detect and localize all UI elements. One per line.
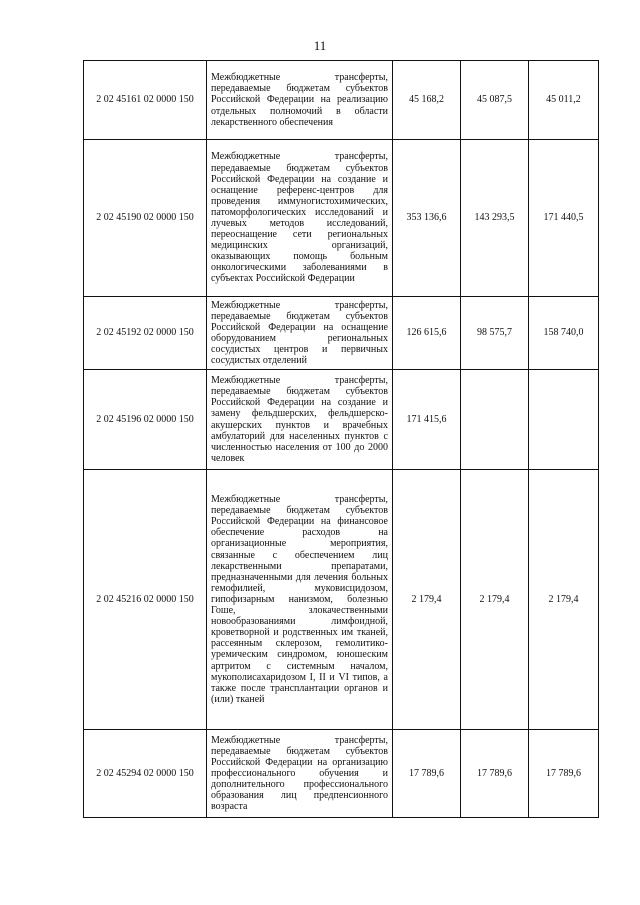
amount-year-1: 353 136,6	[393, 140, 461, 297]
amount-year-2: 2 179,4	[461, 470, 529, 730]
amount-year-2: 98 575,7	[461, 297, 529, 370]
table-row	[84, 297, 599, 370]
classification-code: 2 02 45196 02 0000 150	[84, 370, 207, 470]
transfer-description: Межбюджетные трансферты, передаваемые бюджетам субъектов Российской Федерации на реализацию отдельных полномочий в области лекарственного обеспечения	[207, 61, 393, 140]
amount-year-3: 2 179,4	[529, 470, 599, 730]
amount-year-1: 126 615,6	[393, 297, 461, 370]
classification-code: 2 02 45294 02 0000 150	[84, 730, 207, 818]
classification-code: 2 02 45192 02 0000 150	[84, 297, 207, 370]
transfer-description: Межбюджетные трансферты, передаваемые бюджетам субъектов Российской Федерации на оснащение оборудованием региональных сосудистых центров и первичных сосудистых отделений	[207, 297, 393, 370]
amount-year-3: 45 011,2	[529, 61, 599, 140]
amount-year-1: 17 789,6	[393, 730, 461, 818]
transfer-description: Межбюджетные трансферты, передаваемые бюджетам субъектов Российской Федерации на создание и оснащение референс-центров для проведения иммуногистохимических, патоморфологических исследований и лучевых методов исследований, переоснащение сети региональных медицинских организаций, оказывающих помощь больным онкологическими заболеваниями в субъектах Российской Федерации	[207, 140, 393, 297]
page-number: 11	[313, 38, 327, 53]
amount-year-2: 143 293,5	[461, 140, 529, 297]
amount-year-3: 17 789,6	[529, 730, 599, 818]
amount-year-1: 2 179,4	[393, 470, 461, 730]
amount-year-2	[461, 370, 529, 470]
amount-year-2: 17 789,6	[461, 730, 529, 818]
table-row	[84, 140, 599, 297]
transfer-description: Межбюджетные трансферты, передаваемые бюджетам субъектов Российской Федерации на организацию профессионального обучения и дополнительного профессионального образования лиц предпенсионного возраста	[207, 730, 393, 818]
amount-year-2: 45 087,5	[461, 61, 529, 140]
classification-code: 2 02 45161 02 0000 150	[84, 61, 207, 140]
table-row	[84, 730, 599, 818]
classification-code: 2 02 45216 02 0000 150	[84, 470, 207, 730]
classification-code: 2 02 45190 02 0000 150	[84, 140, 207, 297]
transfer-description: Межбюджетные трансферты, передаваемые бюджетам субъектов Российской Федерации на создание и замену фельдшерских, фельдшерско-акушерских пунктов и врачебных амбулаторий для населенных пунктов с численностью населения от 100 до 2000 человек	[207, 370, 393, 470]
table-row	[84, 470, 599, 730]
transfer-description: Межбюджетные трансферты, передаваемые бюджетам субъектов Российской Федерации на финансовое обеспечение расходов на организационные мероприятия, связанные с обеспечением лиц лекарственными препаратами, предназначенными для лечения больных гемофилией, муковисцидозом, гипофизарным нанизмом, болезнью Гоше, злокачественными новообразованиями лимфоидной, кроветворной и родственных им тканей, рассеянным склерозом, гемолитико-уремическим синдромом, юношеским артритом с системным началом, мукополисахаридозом I, II и VI типов, а также после трансплантации органов и (или) тканей	[207, 470, 393, 730]
amount-year-1: 45 168,2	[393, 61, 461, 140]
amount-year-3	[529, 370, 599, 470]
amount-year-3: 171 440,5	[529, 140, 599, 297]
amount-year-3: 158 740,0	[529, 297, 599, 370]
amount-year-1: 171 415,6	[393, 370, 461, 470]
table-row	[84, 61, 599, 140]
budget-table	[83, 60, 599, 818]
table-row	[84, 370, 599, 470]
